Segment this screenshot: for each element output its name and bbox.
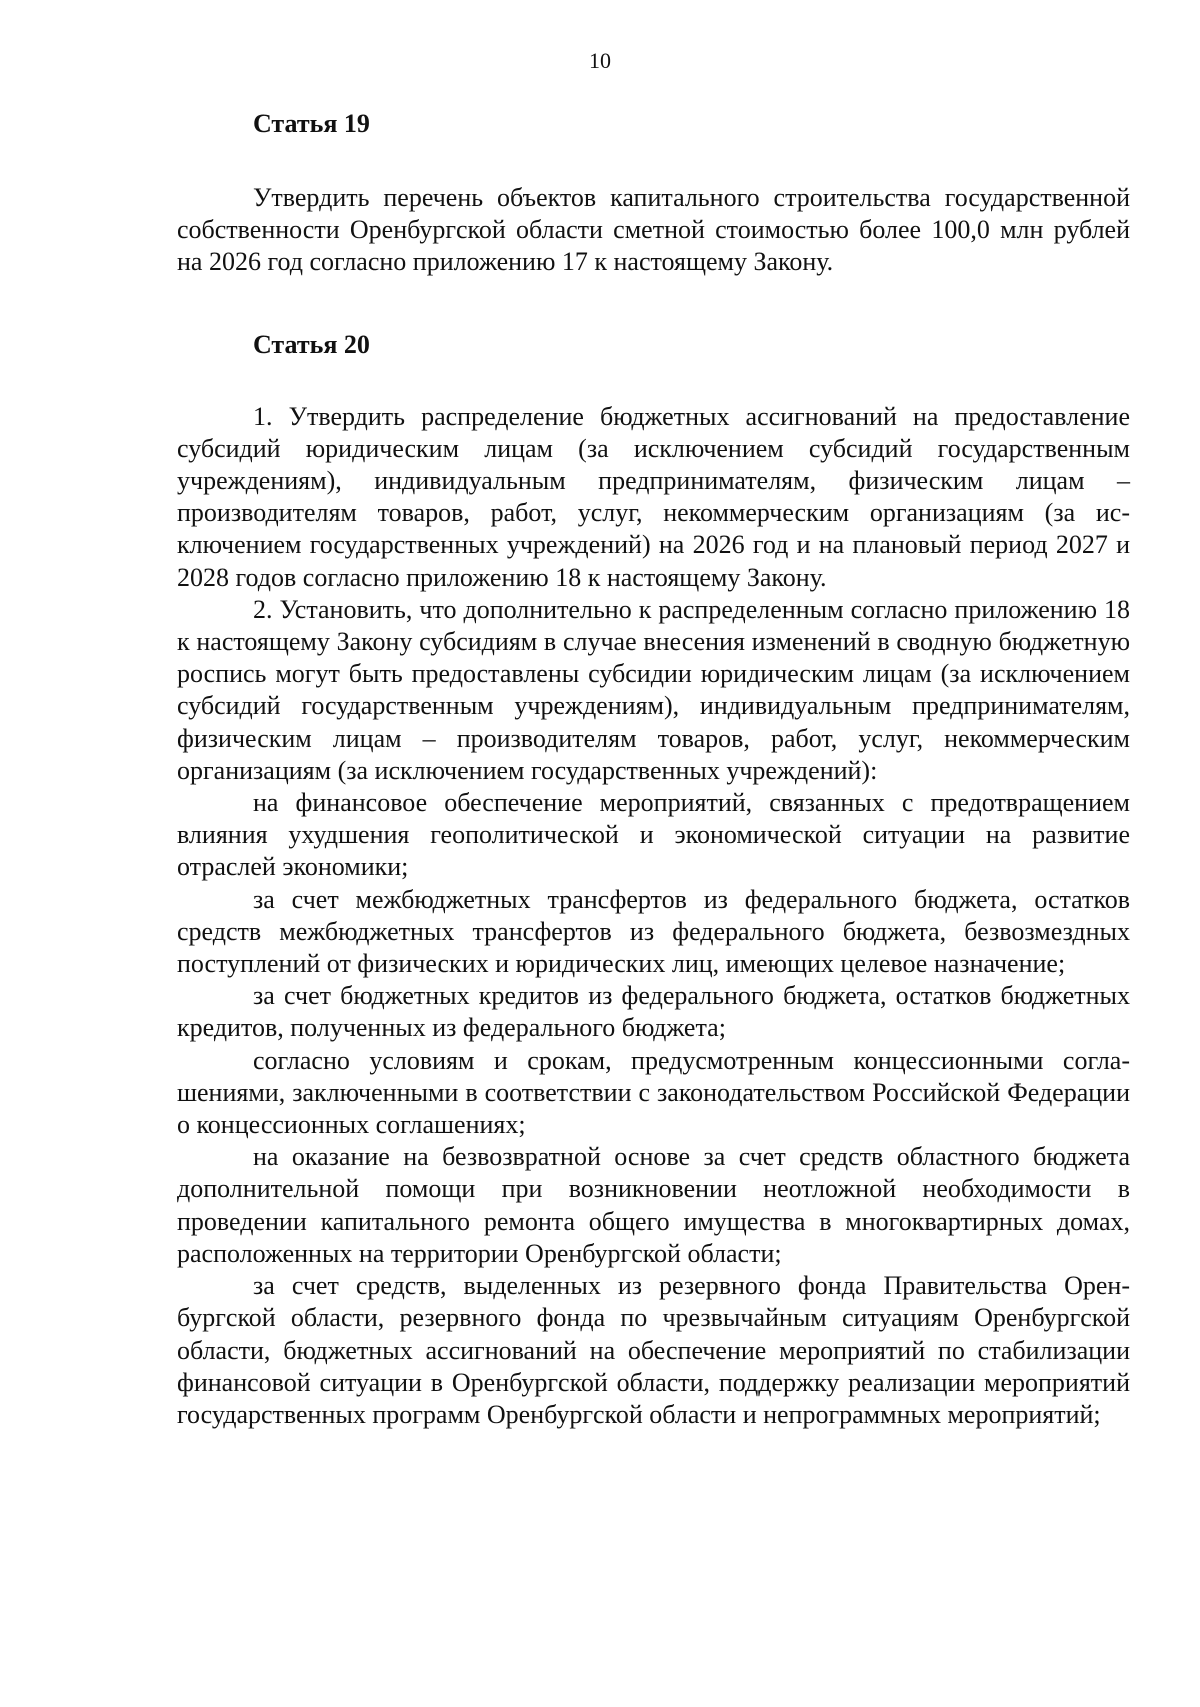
article-20-list-item: на финансовое обеспечение мероприятий, связанных с предотвращением влияния ухудшения геополитической и экономической ситуации на развитие отраслей экономики; bbox=[177, 788, 1130, 882]
article-20-paragraph-2: 2. Установить, что дополнительно к распределенным согласно приложению 18 к настоящему Закону субсидиям в случае внесения изменений в сводную бюджетную роспись могут быть предоставлены субсидии юридическим лицам (за исключением субсидий государственным учреждениям), индивидуальным предпринимателям, физическим лицам – производителям товаров, работ, услуг, некоммерческим организациям (за исключением государственных учреждений): bbox=[177, 594, 1130, 785]
page-number: 10 bbox=[589, 48, 611, 73]
article-20-list-item: согласно условиям и срокам, предусмотренным концессионными соглашениями, заключенными в соответствии с законодательством Российской Федерации о концессионных соглашениях; bbox=[177, 1045, 1130, 1140]
article-20-list-item: за счет межбюджетных трансфертов из федерального бюджета, остатков средств межбюджетных трансфертов из федерального бюджета, безвозмездных поступлений от физических и юридических лиц, имеющих целевое назначение; bbox=[177, 884, 1130, 979]
article-20-list-item: на оказание на безвозвратной основе за счет средств областного бюджета дополнительной помощи при возникновении неотложной необходимости в проведении капитального ремонта общего имущества в многоквартирных домах, расположенных на территории Оренбургской области; bbox=[177, 1142, 1130, 1268]
document-body bbox=[177, 108, 1130, 1431]
article-20-title: Статья 20 bbox=[253, 329, 370, 359]
article-19-paragraph: Утвердить перечень объектов капитального строительства государственной собственности Оренбургской области сметной стоимостью более 100,0 млн рублей на 2026 год согласно приложению 17 к настоящему Закону. bbox=[177, 183, 1130, 277]
article-20-paragraph-1: 1. Утвердить распределение бюджетных ассигнований на предоставление субсидий юридическим лицам (за исключением субсидий государственным учреждениям), индивидуальным предпринимателям, физическим лицам – производителям товаров, работ, услуг, некоммерческим организациям (за исключением государственных учреждений) на 2026 год и на плановый период 2027 и 2028 годов согласно приложению 18 к настоящему Закону. bbox=[177, 401, 1130, 592]
article-20-list-item: за счет средств, выделенных из резервного фонда Правительства Оренбургской области, резервного фонда по чрезвычайным ситуациям Оренбургской области, бюджетных ассигнований на обеспечение мероприятий по стабилизации финансовой ситуации в Оренбургской области, поддержку реализации мероприятий государственных программ Оренбургской области и непрограммных мероприятий; bbox=[177, 1271, 1130, 1429]
article-20-list-item: за счет бюджетных кредитов из федерального бюджета, остатков бюджетных кредитов, полученных из федерального бюджета; bbox=[177, 981, 1130, 1043]
article-19-title: Статья 19 bbox=[253, 109, 370, 138]
